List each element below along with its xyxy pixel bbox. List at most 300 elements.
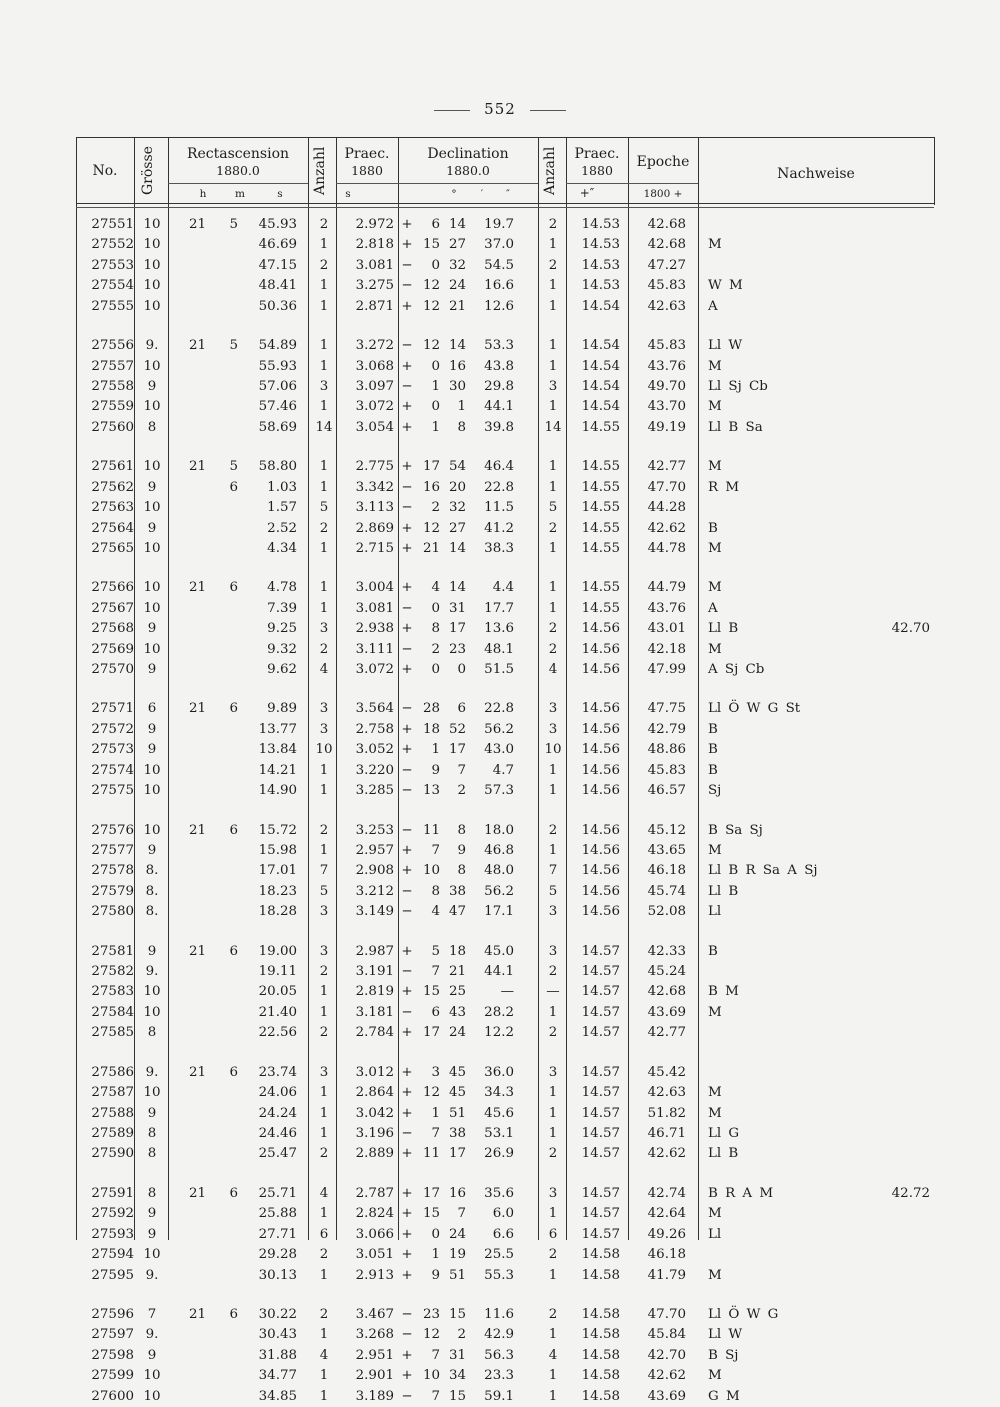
cell-anzahl-ra: 2: [319, 1025, 329, 1041]
cell-dec-seconds: 4.4: [492, 580, 514, 596]
cell-groesse: 9: [147, 621, 157, 637]
cell-praec-ra: 2.889: [355, 1146, 394, 1162]
cell-praec-dec: 14.54: [581, 358, 620, 374]
cell-dec-seconds: 17.1: [484, 904, 514, 920]
cell-anzahl-ra: 1: [319, 1267, 329, 1283]
table-row: [76, 397, 936, 417]
cell-dec-seconds: 16.6: [484, 278, 514, 294]
header-dec-title: Declination: [427, 146, 509, 162]
table-row: [76, 578, 936, 598]
cell-ra-seconds: 24.46: [258, 1126, 297, 1141]
page-number-rule-left: [434, 110, 470, 111]
cell-ra-seconds: 27.71: [258, 1226, 297, 1242]
cell-dec-sign: +: [401, 1226, 413, 1242]
cell-praec-ra: 2.957: [355, 842, 394, 858]
cell-anzahl-ra: 4: [319, 662, 329, 677]
cell-anzahl-dec: 3: [548, 721, 558, 737]
cell-dec-degrees: 11: [422, 1146, 440, 1162]
cell-praec-ra: 3.113: [355, 500, 394, 515]
cell-number: 27584: [91, 1004, 134, 1020]
cell-ra-seconds: 18.23: [258, 883, 297, 899]
cell-dec-minutes: 7: [457, 1206, 466, 1222]
cell-ra-hours: 21: [188, 701, 206, 717]
cell-ra-seconds: 14.90: [258, 783, 297, 799]
cell-dec-sign: +: [401, 1267, 413, 1283]
cell-groesse: 9.: [145, 1327, 159, 1343]
cell-groesse: 10: [143, 1085, 161, 1101]
cell-dec-sign: +: [401, 217, 413, 232]
cell-epoche: 45.42: [647, 1064, 686, 1080]
cell-ra-seconds: 13.77: [258, 721, 297, 737]
cell-dec-minutes: 8: [457, 822, 466, 838]
table-row: [76, 599, 936, 619]
cell-praec-ra: 3.253: [355, 822, 394, 838]
table-row: [76, 699, 936, 719]
cell-dec-minutes: 16: [448, 358, 466, 374]
cell-praec-ra: 2.818: [355, 237, 394, 253]
header-epoche-unit: 1800 +: [643, 188, 683, 200]
header-dec-unit-sec: ″: [506, 188, 510, 200]
cell-dec-sign: +: [401, 863, 413, 879]
cell-anzahl-dec: 3: [548, 1185, 558, 1201]
table-row: [76, 660, 936, 680]
cell-ra-hours: 21: [188, 822, 206, 838]
cell-dec-sign: −: [401, 338, 413, 354]
cell-dec-sign: −: [401, 762, 413, 778]
cell-dec-minutes: 6: [457, 701, 466, 717]
cell-number: 27558: [91, 378, 134, 394]
cell-dec-seconds: 53.1: [484, 1126, 514, 1141]
cell-ra-seconds: 47.15: [258, 257, 297, 273]
cell-dec-seconds: 56.3: [484, 1347, 514, 1363]
cell-praec-dec: 14.56: [581, 883, 620, 899]
cell-dec-degrees: 13: [422, 783, 440, 799]
cell-dec-seconds: 6.6: [492, 1226, 514, 1242]
cell-dec-seconds: —: [500, 984, 514, 1000]
cell-anzahl-dec: 1: [548, 783, 558, 799]
table-row: [76, 457, 936, 477]
page-number-text: 552: [484, 100, 516, 118]
cell-groesse: 10: [143, 1388, 161, 1404]
cell-ra-seconds: 15.72: [258, 822, 297, 838]
cell-dec-minutes: 17: [448, 1146, 466, 1162]
cell-epoche: 45.74: [647, 883, 686, 899]
cell-ra-seconds: 4.78: [267, 580, 297, 596]
cell-epoche: 42.70: [647, 1347, 686, 1363]
cell-dec-seconds: 13.6: [484, 621, 514, 637]
cell-dec-minutes: 24: [448, 1226, 466, 1242]
cell-anzahl-ra: 1: [319, 1327, 329, 1343]
cell-ra-hours: 21: [188, 338, 206, 354]
cell-ra-seconds: 9.89: [267, 701, 297, 717]
cell-nachweise: Ll B: [708, 1146, 739, 1162]
cell-number: 27564: [91, 520, 134, 536]
cell-praec-dec: 14.58: [581, 1267, 620, 1283]
cell-nachweise: Sj: [708, 783, 722, 799]
cell-ra-hours: 21: [188, 943, 206, 959]
cell-dec-degrees: 15: [422, 1206, 440, 1222]
cell-anzahl-dec: 1: [548, 1368, 558, 1384]
cell-epoche: 49.26: [647, 1226, 686, 1242]
cell-groesse: 10: [143, 984, 161, 1000]
cell-dec-seconds: 57.3: [484, 783, 514, 799]
cell-anzahl-dec: 1: [548, 600, 558, 616]
cell-dec-seconds: 11.5: [484, 500, 514, 515]
cell-dec-seconds: 56.2: [484, 721, 514, 737]
cell-anzahl-ra: 1: [319, 1126, 329, 1141]
table-row: [76, 357, 936, 377]
cell-dec-minutes: 45: [448, 1064, 466, 1080]
cell-ra-seconds: 4.34: [267, 540, 297, 556]
cell-dec-seconds: 45.6: [484, 1105, 514, 1121]
cell-nachweise: B: [708, 520, 718, 536]
cell-dec-degrees: 1: [431, 1247, 440, 1263]
cell-praec-dec: 14.55: [581, 479, 620, 495]
cell-number: 27586: [91, 1064, 134, 1080]
table-row: [76, 539, 936, 559]
cell-anzahl-ra: 1: [319, 1388, 329, 1404]
cell-dec-degrees: 4: [431, 904, 440, 920]
cell-dec-degrees: 7: [431, 842, 440, 858]
cell-dec-degrees: 23: [422, 1306, 440, 1322]
cell-dec-sign: −: [401, 822, 413, 838]
header-praec-2-epoch: 1880: [581, 163, 613, 178]
cell-dec-minutes: 23: [448, 641, 466, 657]
cell-praec-ra: 3.342: [355, 479, 394, 495]
cell-number: 27593: [91, 1226, 134, 1242]
cell-dec-sign: +: [401, 399, 413, 415]
cell-nachweise: M: [708, 399, 722, 415]
cell-groesse: 10: [143, 1368, 161, 1384]
cell-anzahl-dec: 1: [548, 479, 558, 495]
cell-anzahl-dec: 1: [548, 278, 558, 294]
cell-anzahl-ra: 1: [319, 1004, 329, 1020]
cell-nachweise: B Sj: [708, 1347, 739, 1363]
table-row: [76, 1387, 936, 1407]
cell-praec-dec: 14.56: [581, 701, 620, 717]
cell-dec-sign: +: [401, 580, 413, 596]
cell-dec-degrees: 15: [422, 984, 440, 1000]
table-row: [76, 336, 936, 356]
cell-groesse: 10: [143, 1004, 161, 1020]
cell-dec-minutes: 24: [448, 278, 466, 294]
cell-dec-sign: +: [401, 1064, 413, 1080]
header-dec-unit-deg: °: [451, 188, 457, 200]
cell-epoche: 47.70: [647, 479, 686, 495]
cell-dec-seconds: 28.2: [484, 1004, 514, 1020]
cell-praec-dec: 14.57: [581, 1105, 620, 1121]
cell-dec-seconds: 51.5: [484, 662, 514, 677]
cell-anzahl-dec: 3: [548, 701, 558, 717]
cell-epoche: 49.19: [647, 419, 686, 435]
cell-dec-degrees: 11: [422, 822, 440, 838]
cell-dec-seconds: 43.0: [484, 742, 514, 758]
cell-ra-seconds: 58.69: [258, 419, 297, 435]
cell-praec-ra: 2.758: [355, 721, 394, 737]
table-row: [76, 902, 936, 922]
cell-dec-seconds: 22.8: [484, 479, 514, 495]
cell-dec-minutes: 2: [457, 783, 466, 799]
cell-epoche: 47.27: [647, 257, 686, 273]
cell-dec-seconds: 42.9: [484, 1327, 514, 1343]
cell-anzahl-dec: 1: [548, 298, 558, 314]
cell-praec-ra: 3.272: [355, 338, 394, 354]
cell-groesse: 10: [143, 217, 161, 232]
cell-ra-seconds: 48.41: [258, 278, 297, 294]
cell-praec-ra: 3.196: [355, 1126, 394, 1141]
header-anzahl-1: Anzahl: [312, 146, 328, 196]
header-praec-1-epoch: 1880: [351, 163, 383, 178]
cell-anzahl-dec: 1: [548, 1004, 558, 1020]
cell-dec-minutes: 31: [448, 600, 466, 616]
cell-number: 27572: [91, 721, 134, 737]
cell-anzahl-ra: 6: [319, 1226, 329, 1242]
cell-number: 27578: [91, 863, 134, 879]
cell-number: 27565: [91, 540, 134, 556]
cell-anzahl-ra: 1: [319, 842, 329, 858]
cell-dec-degrees: 1: [431, 1105, 440, 1121]
cell-dec-seconds: 53.3: [484, 338, 514, 354]
cell-epoche: 46.18: [647, 863, 686, 879]
table-row: [76, 1184, 936, 1204]
table-row: [76, 418, 936, 438]
cell-epoche: 45.12: [647, 822, 686, 838]
cell-epoche: 47.99: [647, 662, 686, 677]
cell-dec-minutes: 21: [448, 298, 466, 314]
cell-number: 27566: [91, 580, 134, 596]
cell-anzahl-ra: 1: [319, 600, 329, 616]
cell-praec-ra: 3.081: [355, 257, 394, 273]
cell-groesse: 10: [143, 822, 161, 838]
cell-nachweise: M: [708, 1004, 722, 1020]
cell-dec-minutes: 8: [457, 863, 466, 879]
cell-dec-minutes: 51: [448, 1267, 466, 1283]
cell-groesse: 10: [143, 762, 161, 778]
cell-epoche: 42.68: [647, 984, 686, 1000]
cell-dec-sign: +: [401, 1247, 413, 1263]
table-row: [76, 1124, 936, 1144]
cell-anzahl-dec: 2: [548, 1146, 558, 1162]
cell-nachweise: B Sa Sj: [708, 822, 763, 838]
cell-nachweise: Ll: [708, 1226, 722, 1242]
cell-groesse: 10: [143, 1247, 161, 1263]
cell-nachweise: W M: [708, 278, 743, 294]
cell-groesse: 9: [147, 1206, 157, 1222]
cell-dec-seconds: 23.3: [484, 1368, 514, 1384]
cell-praec-ra: 2.908: [355, 863, 394, 879]
cell-ra-seconds: 25.71: [258, 1185, 297, 1201]
cell-ra-seconds: 57.46: [258, 399, 297, 415]
cell-praec-ra: 3.072: [355, 399, 394, 415]
cell-nachweise: Ll Ö W G St: [708, 701, 801, 717]
rule-epoche-sub: [628, 183, 698, 184]
cell-ra-seconds: 1.57: [267, 500, 297, 515]
cell-dec-seconds: 46.4: [484, 459, 514, 475]
cell-ra-seconds: 24.06: [258, 1085, 297, 1101]
cell-praec-ra: 3.564: [355, 701, 394, 717]
cell-praec-dec: 14.55: [581, 419, 620, 435]
cell-anzahl-dec: 1: [548, 1388, 558, 1404]
header-dec-epoch: 1880.0: [446, 163, 490, 178]
cell-praec-dec: 14.58: [581, 1327, 620, 1343]
cell-praec-ra: 2.987: [355, 943, 394, 959]
cell-epoche: 44.79: [647, 580, 686, 596]
cell-dec-degrees: 4: [431, 580, 440, 596]
cell-praec-dec: 14.56: [581, 762, 620, 778]
cell-nachweise: G M: [708, 1388, 740, 1404]
cell-number: 27570: [91, 662, 134, 677]
cell-number: 27552: [91, 237, 134, 253]
cell-dec-sign: +: [401, 1146, 413, 1162]
cell-epoche: 41.79: [647, 1267, 686, 1283]
cell-groesse: 9: [147, 378, 157, 394]
cell-epoche: 51.82: [647, 1105, 686, 1121]
cell-ra-seconds: 9.25: [267, 621, 297, 637]
cell-epoche: 42.68: [647, 217, 686, 232]
cell-number: 27585: [91, 1025, 134, 1041]
cell-anzahl-ra: 1: [319, 237, 329, 253]
cell-praec-dec: 14.53: [581, 257, 620, 273]
cell-number: 27594: [91, 1247, 134, 1263]
cell-ra-hours: 21: [188, 459, 206, 475]
cell-ra-seconds: 58.80: [258, 459, 297, 475]
cell-nachweise: B: [708, 762, 718, 778]
table-row: [76, 1204, 936, 1224]
cell-groesse: 6: [147, 701, 157, 717]
cell-epoche: 46.18: [647, 1247, 686, 1263]
rule-praec1-sub: [336, 183, 398, 184]
cell-dec-minutes: 14: [448, 338, 466, 354]
cell-epoche: 43.65: [647, 842, 686, 858]
cell-ra-seconds: 14.21: [258, 762, 297, 778]
cell-anzahl-dec: —: [546, 984, 560, 1000]
cell-groesse: 8.: [145, 904, 159, 920]
cell-dec-minutes: 51: [448, 1105, 466, 1121]
cell-praec-dec: 14.57: [581, 1206, 620, 1222]
cell-praec-ra: 3.042: [355, 1105, 394, 1121]
cell-praec-ra: 3.111: [355, 641, 394, 657]
cell-epoche: 45.83: [647, 762, 686, 778]
cell-dec-minutes: 52: [448, 721, 466, 737]
rule-right: [934, 137, 935, 205]
cell-number: 27557: [91, 358, 134, 374]
cell-ra-hours: 21: [188, 217, 206, 232]
cell-anzahl-dec: 1: [548, 1267, 558, 1283]
cell-dec-seconds: 17.7: [484, 600, 514, 616]
cell-number: 27559: [91, 399, 134, 415]
cell-dec-minutes: 34: [448, 1368, 466, 1384]
cell-dec-sign: +: [401, 721, 413, 737]
cell-ra-seconds: 30.22: [258, 1306, 297, 1322]
cell-number: 27597: [91, 1327, 134, 1343]
cell-groesse: 10: [143, 399, 161, 415]
cell-dec-seconds: 44.1: [484, 399, 514, 415]
cell-anzahl-ra: 1: [319, 984, 329, 1000]
cell-dec-degrees: 0: [431, 257, 440, 273]
cell-praec-dec: 14.55: [581, 459, 620, 475]
table-row: [76, 297, 936, 317]
cell-dec-degrees: 8: [431, 621, 440, 637]
table-row: [76, 619, 936, 639]
cell-praec-ra: 2.901: [355, 1368, 394, 1384]
cell-ra-seconds: 25.88: [258, 1206, 297, 1222]
cell-dec-degrees: 16: [422, 479, 440, 495]
cell-dec-sign: −: [401, 1327, 413, 1343]
cell-anzahl-ra: 1: [319, 1085, 329, 1101]
cell-praec-ra: 3.467: [355, 1306, 394, 1322]
cell-praec-ra: 2.824: [355, 1206, 394, 1222]
cell-groesse: 9: [147, 1226, 157, 1242]
cell-dec-degrees: 2: [431, 500, 440, 515]
cell-dec-degrees: 12: [422, 338, 440, 354]
cell-praec-dec: 14.57: [581, 1126, 620, 1141]
cell-groesse: 8.: [145, 883, 159, 899]
header-nachweise: Nachweise: [777, 166, 855, 182]
cell-dec-degrees: 0: [431, 358, 440, 374]
table-row: [76, 519, 936, 539]
cell-dec-minutes: 14: [448, 580, 466, 596]
cell-dec-sign: −: [401, 964, 413, 979]
cell-anzahl-dec: 10: [544, 742, 562, 758]
cell-number: 27599: [91, 1368, 134, 1384]
cell-dec-minutes: 27: [448, 237, 466, 253]
cell-epoche: 42.63: [647, 1085, 686, 1101]
table-row: [76, 215, 936, 235]
cell-dec-degrees: 28: [422, 701, 440, 717]
cell-dec-degrees: 7: [431, 1126, 440, 1141]
cell-number: 27581: [91, 943, 134, 959]
cell-dec-seconds: 26.9: [484, 1146, 514, 1162]
cell-anzahl-dec: 2: [548, 257, 558, 273]
cell-anzahl-dec: 3: [548, 378, 558, 394]
cell-number: 27561: [91, 459, 134, 475]
cell-dec-sign: −: [401, 783, 413, 799]
cell-number: 27579: [91, 883, 134, 899]
cell-groesse: 8: [147, 1025, 157, 1041]
cell-epoche: 42.74: [647, 1185, 686, 1201]
cell-anzahl-dec: 2: [548, 641, 558, 657]
cell-dec-degrees: 21: [422, 540, 440, 556]
cell-ra-seconds: 15.98: [258, 842, 297, 858]
page-number: [0, 100, 1000, 118]
table-row: [76, 1346, 936, 1366]
cell-dec-degrees: 9: [431, 762, 440, 778]
cell-number: 27555: [91, 298, 134, 314]
cell-dec-sign: −: [401, 1388, 413, 1404]
cell-anzahl-ra: 1: [319, 783, 329, 799]
cell-groesse: 9: [147, 1347, 157, 1363]
cell-epoche: 44.78: [647, 540, 686, 556]
header-praec-2-unit: +″: [579, 186, 595, 200]
cell-ra-seconds: 1.03: [267, 479, 297, 495]
cell-anzahl-ra: 1: [319, 540, 329, 556]
cell-number: 27567: [91, 600, 134, 616]
cell-nachweise: M: [708, 358, 722, 374]
cell-anzahl-ra: 1: [319, 298, 329, 314]
cell-number: 27590: [91, 1146, 134, 1162]
cell-epoche: 47.70: [647, 1306, 686, 1322]
cell-dec-degrees: 1: [431, 419, 440, 435]
cell-dec-degrees: 12: [422, 1085, 440, 1101]
cell-anzahl-dec: 1: [548, 1126, 558, 1141]
cell-nachweise: Ll Sj Cb: [708, 378, 768, 394]
cell-nachweise: Ll B R Sa A Sj: [708, 863, 818, 879]
header-groesse: Grösse: [140, 146, 156, 196]
cell-number: 27551: [91, 217, 134, 232]
cell-dec-minutes: 54: [448, 459, 466, 475]
cell-groesse: 9: [147, 943, 157, 959]
cell-dec-minutes: 8: [457, 419, 466, 435]
